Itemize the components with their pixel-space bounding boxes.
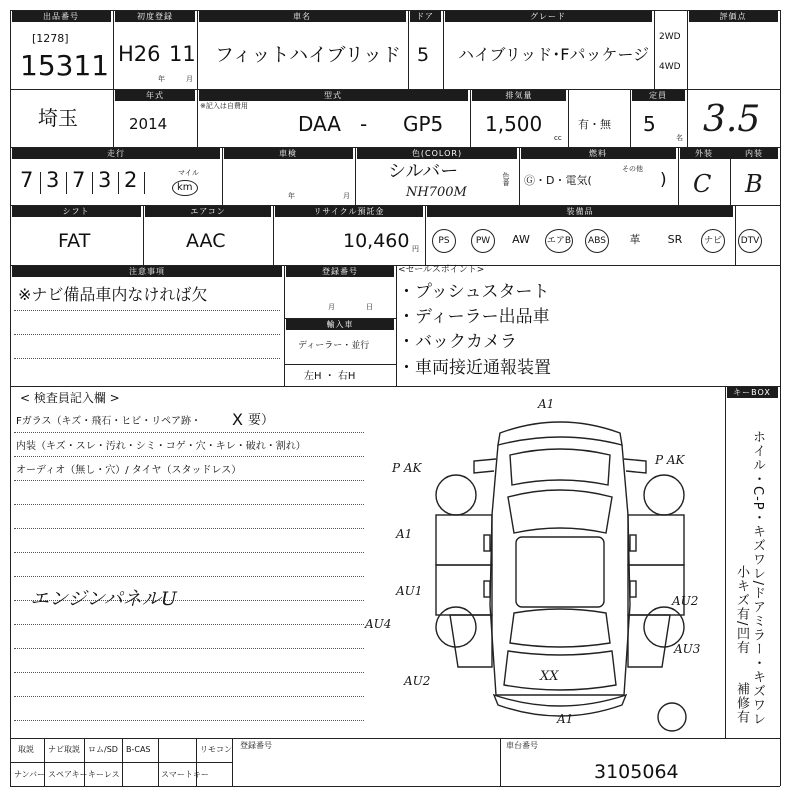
sales-point-3: ・バックカメラ	[398, 332, 517, 352]
mark-right-door: AU2	[672, 594, 699, 608]
inspection-header: 車検	[279, 149, 297, 158]
equip-pw: PW	[471, 229, 495, 253]
mileage-d5: 2	[124, 168, 138, 192]
model-code: GP5	[403, 112, 444, 136]
color-header: 色(COLOR)	[411, 149, 463, 158]
seats-header: 定員	[649, 91, 667, 100]
grade-header: グレード	[530, 12, 566, 21]
mark-left-sill: AU4	[365, 617, 392, 631]
car-name: フィットハイブリッド	[215, 44, 402, 66]
car-diagram	[430, 405, 690, 735]
chassis-number: 3105064	[594, 761, 679, 783]
mark-rear: A1	[557, 712, 574, 726]
mark-rear-center: XX	[540, 669, 559, 684]
first-reg-month: 11	[169, 42, 196, 66]
score-value: 3.5	[703, 99, 761, 140]
mileage-d1: 7	[20, 168, 49, 192]
interior-grade: B	[745, 170, 763, 198]
lot-header: 出品番号	[43, 12, 79, 21]
inspector-line-2: 内装（キズ・スレ・汚れ・シミ・コゲ・穴・キレ・破れ・割れ）	[16, 441, 306, 452]
recycle-unit: 円	[412, 245, 419, 253]
mileage-mile-unit: マイル	[178, 169, 199, 177]
model-prefix: DAA	[298, 112, 341, 136]
fuel-options: Ⓖ・D・電気(	[524, 174, 592, 187]
inspection-year-unit: 年	[288, 192, 295, 200]
bottom-bcas: B-CAS	[126, 745, 151, 754]
color-name: シルバー	[388, 161, 459, 182]
notes-text: ※ナビ備品車内なければ欠	[18, 285, 208, 304]
mark-right-rear: AU3	[674, 642, 701, 656]
sales-point-4: ・車両接近通報装置	[398, 358, 551, 378]
lot-number: 15311	[20, 49, 110, 82]
inspection-month-unit: 月	[343, 192, 350, 200]
exterior-grade: C	[693, 170, 712, 198]
mileage-d3: 7	[72, 168, 86, 192]
sales-point-1: ・プッシュスタート	[398, 282, 550, 302]
equip-abs: ABS	[585, 229, 609, 253]
int-header: 内装	[745, 149, 763, 158]
equip-sunroof: SR	[667, 233, 683, 246]
mileage-d4: 3	[98, 168, 112, 192]
shift-header: シフト	[62, 207, 90, 216]
registry-day: 日	[366, 303, 373, 311]
displacement-value: 1,500	[485, 112, 543, 136]
first-reg-month-unit: 月	[186, 75, 193, 83]
fuel-other: その他	[622, 165, 643, 173]
equip-navi: ナビ	[701, 229, 725, 253]
prior-reg-note: ※記入は自費用	[200, 102, 248, 110]
bottom-smart-key: スマートキー	[161, 770, 209, 779]
inspector-line-3: オーディオ（無し・穴）/ タイヤ（スタッドレス）	[16, 465, 242, 476]
right-note-3: 補修有	[734, 682, 749, 724]
car-name-header: 車名	[293, 12, 311, 21]
color-code-label: 色番	[502, 172, 510, 186]
inspector-line-1: Fガラス（キズ・飛石・ヒビ・リペア跡・	[16, 416, 202, 427]
bottom-manual: 取説	[18, 745, 34, 754]
mark-left-door: AU1	[396, 584, 423, 598]
registry-header: 登録番号	[322, 267, 358, 276]
doors-value: 5	[417, 44, 430, 66]
turbo-option: 有・無	[578, 118, 611, 131]
dealer-parallel: ディーラー・並行	[298, 341, 370, 351]
color-code: NH700M	[406, 185, 467, 200]
first-reg-header: 初度登録	[137, 12, 173, 21]
mileage-km-unit: km	[172, 180, 198, 196]
bottom-remote: リモコン	[200, 745, 232, 754]
fuel-close: )	[660, 170, 667, 190]
drive-2wd: 2WD	[659, 32, 681, 42]
displacement-header: 排気量	[505, 91, 533, 100]
shift-value: FAT	[58, 230, 91, 252]
bottom-keyless: キーレス	[88, 770, 120, 779]
registry-month: 月	[328, 303, 335, 311]
equipment-header: 装備品	[566, 207, 594, 216]
displacement-unit: cc	[554, 134, 562, 142]
mark-left-mirror: P AK	[392, 461, 422, 475]
grade-value: ハイブリッド･Fパッケージ	[458, 45, 650, 64]
mark-left-fender: A1	[396, 527, 413, 541]
fuel-header: 燃料	[589, 149, 607, 158]
sales-points-header: <セールスポイント>	[398, 265, 485, 275]
mark-front: A1	[538, 397, 555, 411]
bottom-rom-sd: ロム/SD	[88, 745, 118, 754]
equip-leather: 革	[629, 233, 641, 246]
region: 埼玉	[38, 106, 78, 130]
bottom-navi-manual: ナビ取説	[48, 745, 80, 754]
mileage-d2: 3	[46, 168, 60, 192]
score-header: 評価点	[719, 12, 747, 21]
equip-aw: AW	[512, 233, 530, 246]
equip-airbag: エアB	[545, 229, 573, 253]
model-year: 2014	[129, 115, 168, 133]
inspector-line-1-end: 要）	[248, 413, 275, 428]
seats-unit: 名	[676, 134, 683, 142]
notes-header: 注意事項	[129, 267, 165, 276]
model-header: 型式	[324, 91, 342, 100]
right-note-2: 小キズ有/凹有	[734, 565, 749, 655]
handle-side: 左H ・ 右H	[304, 371, 356, 382]
doors-header: ドア	[416, 12, 434, 21]
recycle-amount: 10,460	[343, 230, 410, 252]
equip-ps: PS	[432, 229, 456, 253]
glass-x-mark: X	[232, 410, 243, 429]
aircon-value: AAC	[186, 230, 226, 252]
import-header: 輸入車	[326, 320, 354, 329]
first-reg-era: H26	[118, 42, 161, 66]
first-reg-year-unit: 年	[158, 75, 165, 83]
keybox-header: キーBOX	[733, 388, 771, 397]
handwritten-engine-panel: エンジンパネルU	[30, 588, 177, 610]
mileage-header: 走行	[107, 149, 125, 158]
model-dash: -	[360, 112, 368, 136]
ext-header: 外装	[695, 149, 713, 158]
seats-value: 5	[643, 112, 656, 136]
equip-dtv: DTV	[738, 229, 762, 253]
year-header: 年式	[146, 91, 164, 100]
bottom-spare-key: スペアキー	[48, 770, 88, 779]
recycle-header: リサイクル預託金	[313, 207, 385, 216]
bottom-plate: ナンバー	[14, 770, 46, 779]
sales-point-2: ・ディーラー出品車	[398, 307, 550, 327]
lot-sub: [1278]	[32, 32, 69, 45]
drive-4wd: 4WD	[659, 62, 681, 72]
aircon-header: エアコン	[190, 207, 226, 216]
mark-right-mirror: P AK	[655, 453, 685, 467]
mark-left-quarter: AU2	[404, 674, 431, 688]
inspector-header: < 検査員記入欄 >	[20, 391, 120, 405]
right-note-1: ホイル・C-P・キズワレ/ドアミラー・キズワレ	[750, 430, 765, 726]
bottom-reg-number-label: 登録番号	[240, 741, 272, 750]
bottom-chassis-label: 車台番号	[506, 741, 538, 750]
